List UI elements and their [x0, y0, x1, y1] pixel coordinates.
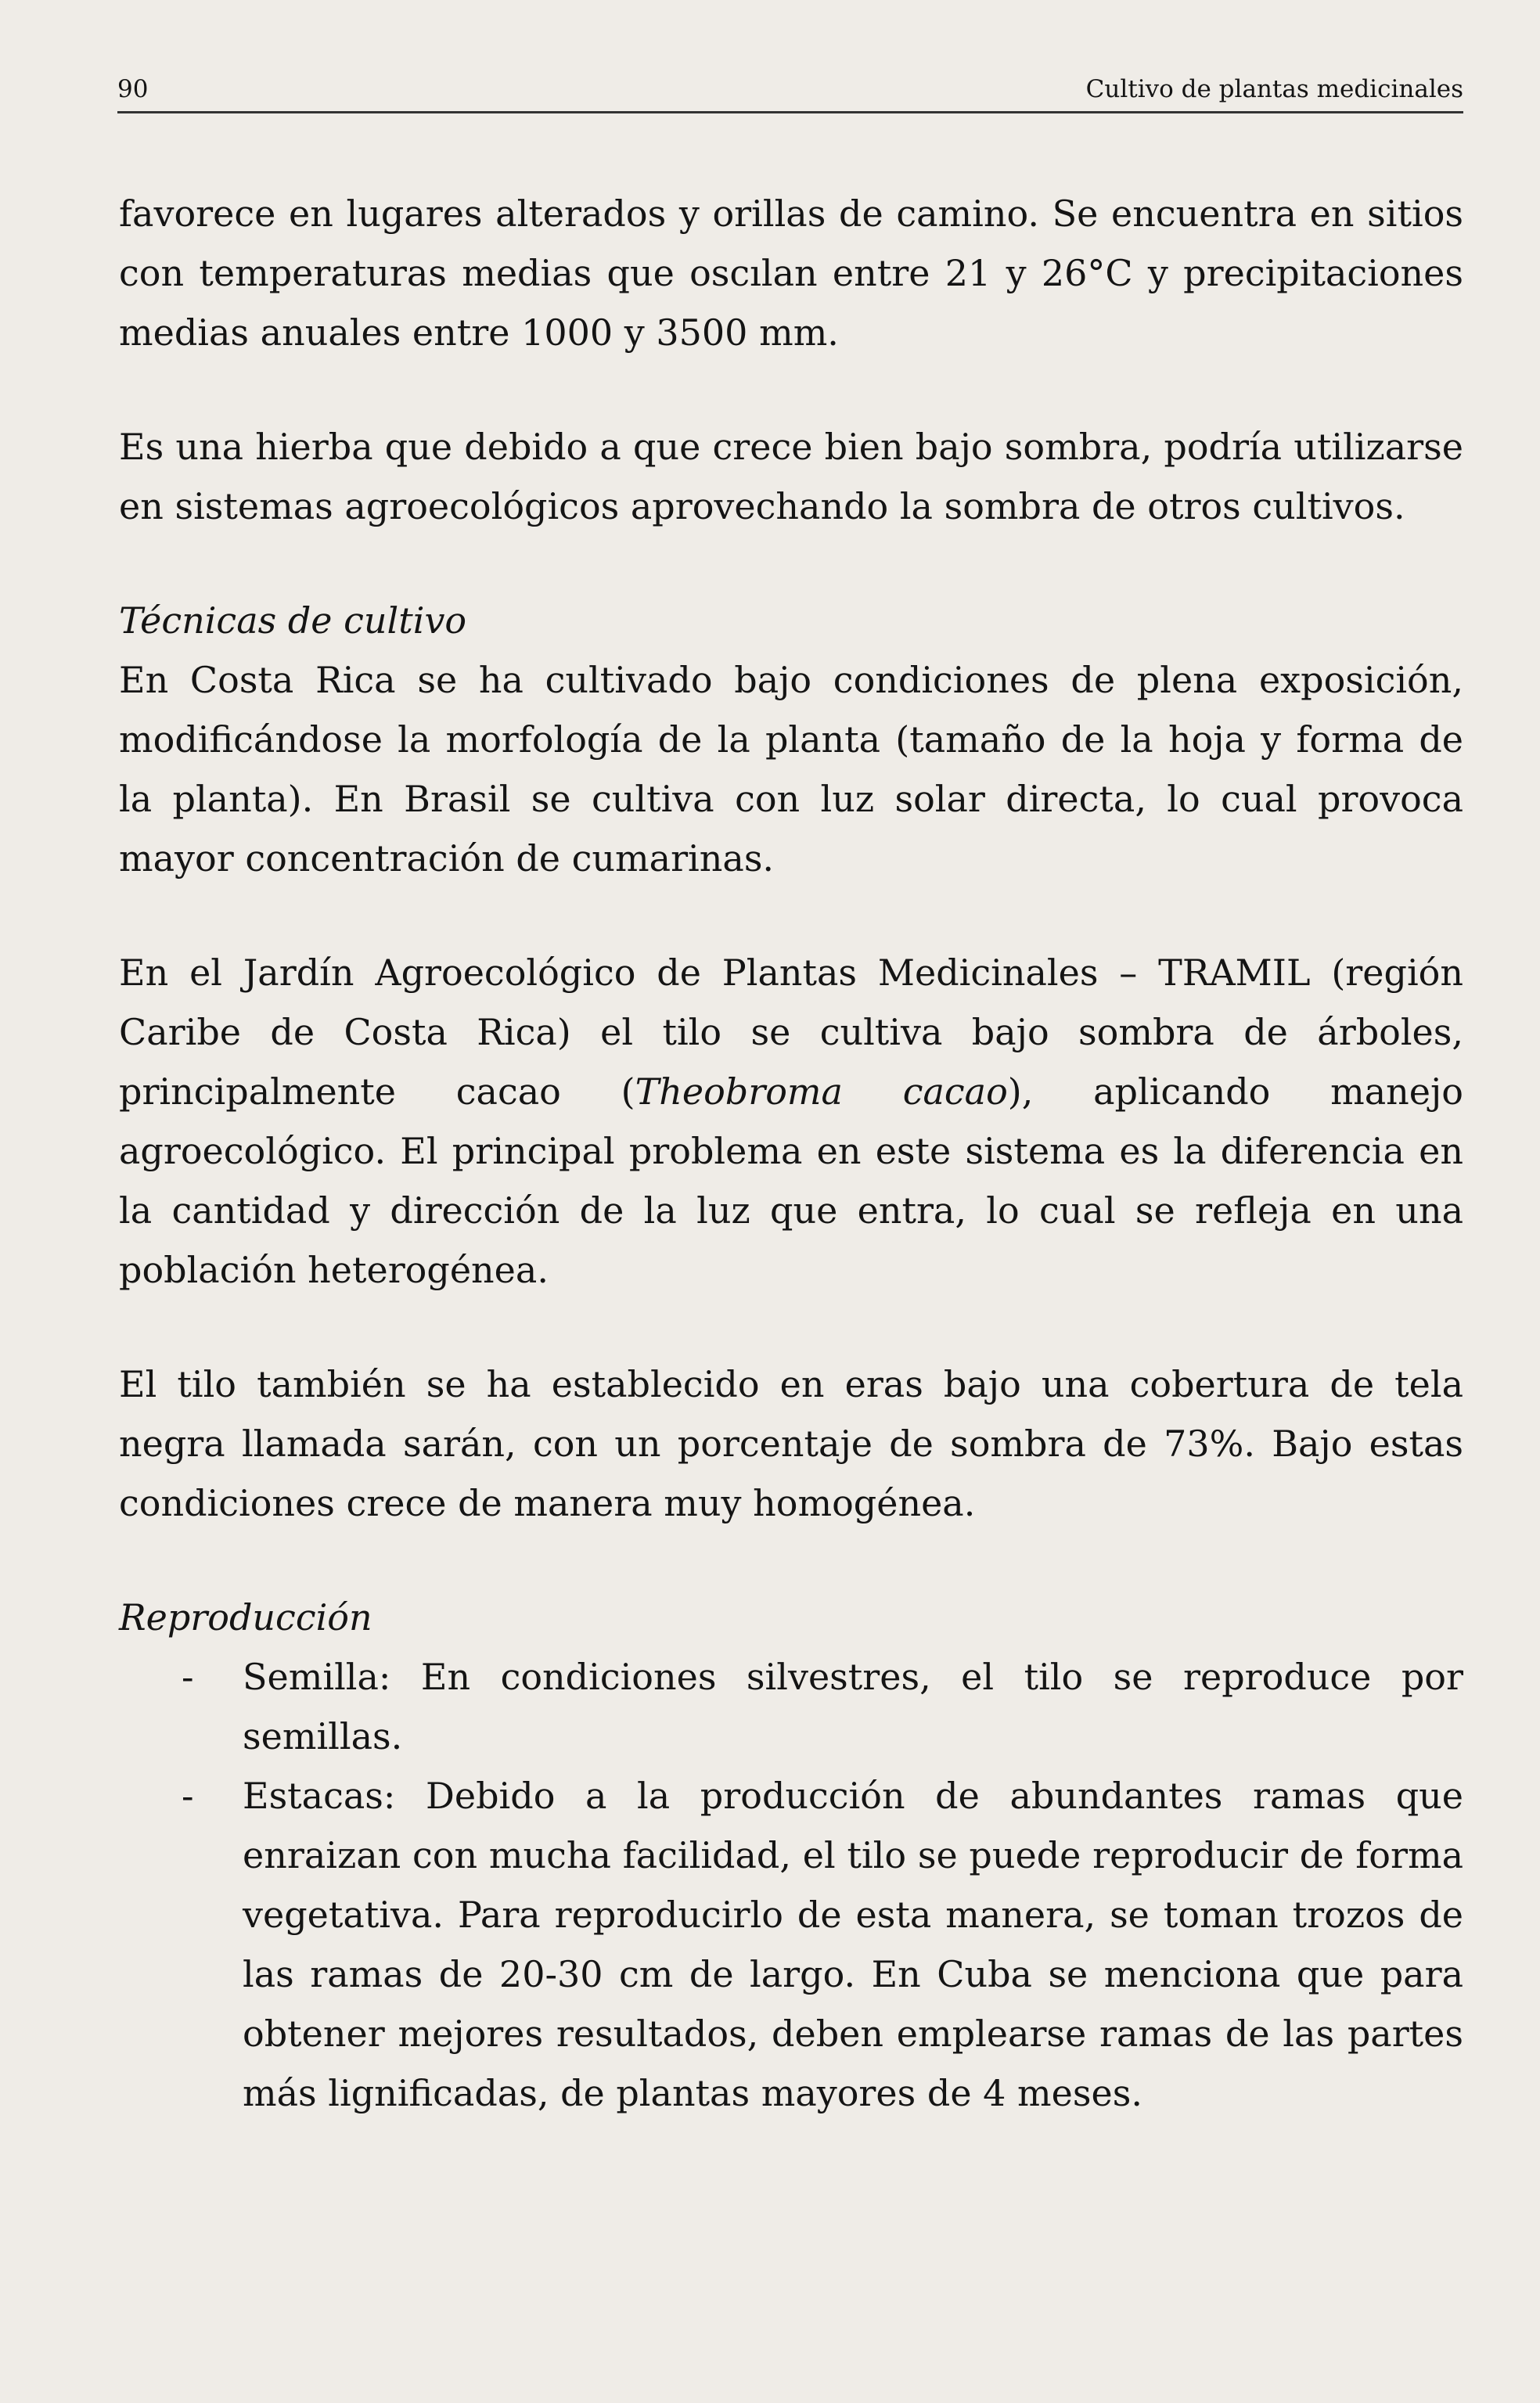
- paragraph-habitat: favorece en lugares alterados y orillas de camino. Se encuentra en sitios con temperaturas medias que oscılan entre 21 y 26°C y precipitaciones medias anuales entre 1000 y 3500 mm.: [119, 192, 1463, 354]
- paragraph-exposure: En Costa Rica se ha cultivado bajo condiciones de plena exposición, modificándose la morfología de la planta (tamaño de la hoja y forma de la planta). En Brasil se cultiva con luz solar directa, lo cual provoca mayor concentración de cumarinas.: [119, 659, 1463, 880]
- list-marker: -: [182, 1775, 194, 1817]
- species-name: Theobroma cacao: [635, 1070, 1008, 1113]
- list-item-seed: [119, 1647, 1463, 1766]
- paragraph-saran: El tilo también se ha establecido en eras bajo una cobertura de tela negra llamada sarán, con un porcentaje de sombra de 73%. Bajo estas condiciones crece de manera muy homogénea.: [119, 1363, 1463, 1524]
- paragraph-tramil: [119, 943, 1463, 1300]
- page-header: [117, 72, 1463, 113]
- running-title: Cultivo de plantas medicinales: [1085, 75, 1463, 103]
- section-heading-reproduction: Reproducción: [119, 1596, 372, 1639]
- list-item-text: Estacas: Debido a la producción de abundantes ramas que enraizan con mucha facilidad, el tilo se puede reproducir de forma vegetativa. Para reproducirlo de esta manera, se toman trozos de las ramas de 20-30 cm de largo. En Cuba se menciona que para obtener mejores resultados, deben emplearse ramas de las partes más lignificadas, de plantas mayores de 4 meses.: [243, 1775, 1463, 2114]
- paragraph-tramil-part2: ), aplicando manejo agroecológico. El principal problema en este sistema es la diferencia en la cantidad y dirección de la luz que entra, lo cual se refleja en una población heterogénea.: [119, 1070, 1463, 1291]
- paragraph-shade: Es una hierba que debido a que crece bien bajo sombra, podría utilizarse en sistemas agroecológicos aprovechando la sombra de otros cultivos.: [119, 426, 1463, 527]
- reproduction-list: [119, 1647, 1463, 2123]
- page-number: 90: [117, 75, 149, 103]
- page-body: [119, 184, 1463, 2123]
- paragraph-tramil-part1: En el Jardín Agroecológico de Plantas Medicinales – TRAMIL (región Caribe de Costa Rica) el tilo se cultiva bajo sombra de árboles, principalmente cacao (: [119, 951, 1463, 1113]
- list-item-text: Semilla: En condiciones silvestres, el tilo se reproduce por semillas.: [243, 1656, 1463, 1757]
- list-item-cuttings: [119, 1766, 1463, 2123]
- section-heading-cultivation: Técnicas de cultivo: [119, 599, 467, 642]
- list-marker: -: [182, 1656, 194, 1698]
